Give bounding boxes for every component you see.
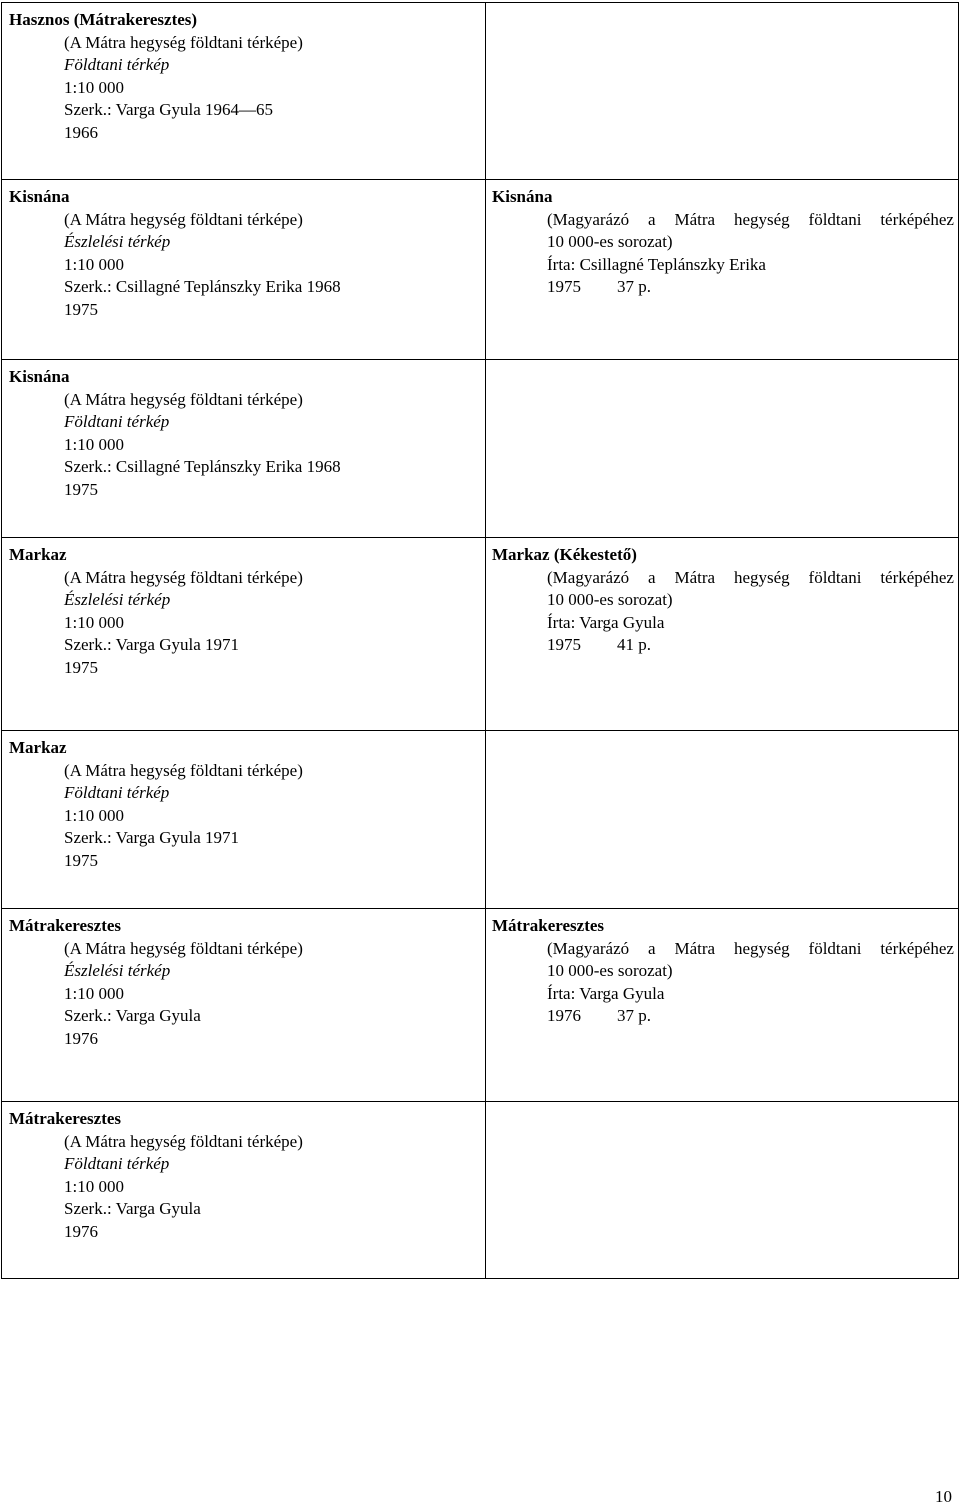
booklet-year: 1975 xyxy=(547,635,581,654)
catalog-row xyxy=(2,909,959,1102)
booklet-year-pages xyxy=(492,634,954,657)
description-word: Mátra xyxy=(674,567,716,587)
map-scale: 1:10 000 xyxy=(64,805,124,825)
description-word: térképéhez xyxy=(880,567,954,587)
entry-title: Mátrakeresztes xyxy=(9,1109,122,1128)
booklet-description-line xyxy=(492,567,954,590)
booklet-year-pages xyxy=(492,276,954,299)
description-word: a xyxy=(648,209,656,229)
entry-title: Kisnána xyxy=(9,187,70,206)
booklet-pages: 37 p. xyxy=(617,1006,651,1025)
description-word: földtani xyxy=(808,938,862,958)
description-word: hegység xyxy=(733,938,790,958)
description-word: hegység xyxy=(733,209,790,229)
booklet-description-series: 10 000-es sorozat) xyxy=(547,961,673,980)
map-editor: Szerk.: Csillagné Teplánszky Erika 1968 xyxy=(64,277,341,296)
map-entry-cell xyxy=(2,909,486,1102)
description-word: (Magyarázó xyxy=(547,567,630,587)
entry-title: Markaz xyxy=(9,738,67,757)
map-series: (A Mátra hegység földtani térképe) xyxy=(64,567,303,587)
map-entry-cell xyxy=(2,360,486,538)
map-editor: Szerk.: Varga Gyula 1971 xyxy=(64,635,240,654)
map-series: (A Mátra hegység földtani térképe) xyxy=(64,760,303,780)
map-series: (A Mátra hegység földtani térképe) xyxy=(64,32,303,52)
publication-year: 1975 xyxy=(64,850,98,870)
map-type: Földtani térkép xyxy=(64,412,170,431)
description-word: a xyxy=(648,938,656,958)
entry-title: Kisnána xyxy=(9,367,70,386)
map-type: Földtani térkép xyxy=(64,1154,170,1173)
map-series: (A Mátra hegység földtani térképe) xyxy=(64,389,303,409)
map-type: Észlelési térkép xyxy=(64,590,171,609)
catalog-row xyxy=(2,731,959,909)
map-entry-cell xyxy=(2,3,486,180)
page-number: 10 xyxy=(935,1487,952,1506)
booklet-year: 1975 xyxy=(547,277,581,296)
booklet-year: 1976 xyxy=(547,1006,581,1025)
map-scale: 1:10 000 xyxy=(64,983,124,1003)
booklet-title: Kisnána xyxy=(492,187,553,206)
map-editor: Szerk.: Varga Gyula 1971 xyxy=(64,828,240,847)
map-type: Földtani térkép xyxy=(64,55,170,74)
catalog-row xyxy=(2,3,959,180)
publication-year: 1975 xyxy=(64,657,98,677)
catalog-row xyxy=(2,360,959,538)
publication-year: 1976 xyxy=(64,1221,98,1241)
empty-cell xyxy=(486,3,959,180)
map-type: Észlelési térkép xyxy=(64,232,171,251)
map-scale: 1:10 000 xyxy=(64,254,124,274)
empty-cell xyxy=(486,731,959,909)
map-scale: 1:10 000 xyxy=(64,77,124,97)
booklet-author: Írta: Varga Gyula xyxy=(547,612,665,632)
booklet-author: Írta: Csillagné Teplánszky Erika xyxy=(547,254,766,274)
booklet-year-pages xyxy=(492,1005,954,1028)
entry-title: Hasznos (Mátrakeresztes) xyxy=(9,10,198,29)
map-series: (A Mátra hegység földtani térképe) xyxy=(64,1131,303,1151)
booklet-entry-cell xyxy=(486,538,959,731)
booklet-description-series: 10 000-es sorozat) xyxy=(547,232,673,251)
booklet-description-line xyxy=(492,938,954,961)
empty-cell xyxy=(486,360,959,538)
booklet-pages: 37 p. xyxy=(617,277,651,296)
description-word: hegység xyxy=(733,567,790,587)
booklet-author: Írta: Varga Gyula xyxy=(547,983,665,1003)
booklet-title: Mátrakeresztes xyxy=(492,916,605,935)
booklet-pages: 41 p. xyxy=(617,635,651,654)
map-entry-cell xyxy=(2,1102,486,1279)
catalog-row xyxy=(2,1102,959,1279)
description-word: földtani xyxy=(808,567,862,587)
publication-year: 1976 xyxy=(64,1028,98,1048)
description-word: (Magyarázó xyxy=(547,938,630,958)
map-entry-cell xyxy=(2,538,486,731)
booklet-entry-cell xyxy=(486,909,959,1102)
description-word: Mátra xyxy=(674,209,716,229)
map-scale: 1:10 000 xyxy=(64,612,124,632)
empty-cell xyxy=(486,1102,959,1279)
map-entry-cell xyxy=(2,731,486,909)
map-series: (A Mátra hegység földtani térképe) xyxy=(64,938,303,958)
description-word: a xyxy=(648,567,656,587)
catalog-row xyxy=(2,180,959,360)
catalog-row xyxy=(2,538,959,731)
entry-title: Markaz xyxy=(9,545,67,564)
catalog-body xyxy=(2,3,959,1279)
map-editor: Szerk.: Varga Gyula xyxy=(64,1199,201,1218)
map-editor: Szerk.: Csillagné Teplánszky Erika 1968 xyxy=(64,457,341,476)
map-scale: 1:10 000 xyxy=(64,434,124,454)
publication-year: 1966 xyxy=(64,122,98,142)
publication-year: 1975 xyxy=(64,299,98,319)
map-scale: 1:10 000 xyxy=(64,1176,124,1196)
map-series: (A Mátra hegység földtani térképe) xyxy=(64,209,303,229)
description-word: földtani xyxy=(808,209,862,229)
entry-title: Mátrakeresztes xyxy=(9,916,122,935)
map-editor: Szerk.: Varga Gyula 1964—65 xyxy=(64,100,274,119)
map-editor: Szerk.: Varga Gyula xyxy=(64,1006,201,1025)
booklet-description-line xyxy=(492,209,954,232)
map-entry-cell xyxy=(2,180,486,360)
description-word: térképéhez xyxy=(880,209,954,229)
description-word: (Magyarázó xyxy=(547,209,630,229)
booklet-description-series: 10 000-es sorozat) xyxy=(547,590,673,609)
description-word: térképéhez xyxy=(880,938,954,958)
catalog-table xyxy=(1,2,959,1279)
map-type: Földtani térkép xyxy=(64,783,170,802)
booklet-entry-cell xyxy=(486,180,959,360)
map-type: Észlelési térkép xyxy=(64,961,171,980)
description-word: Mátra xyxy=(674,938,716,958)
publication-year: 1975 xyxy=(64,479,98,499)
booklet-title: Markaz (Kékestető) xyxy=(492,545,637,564)
